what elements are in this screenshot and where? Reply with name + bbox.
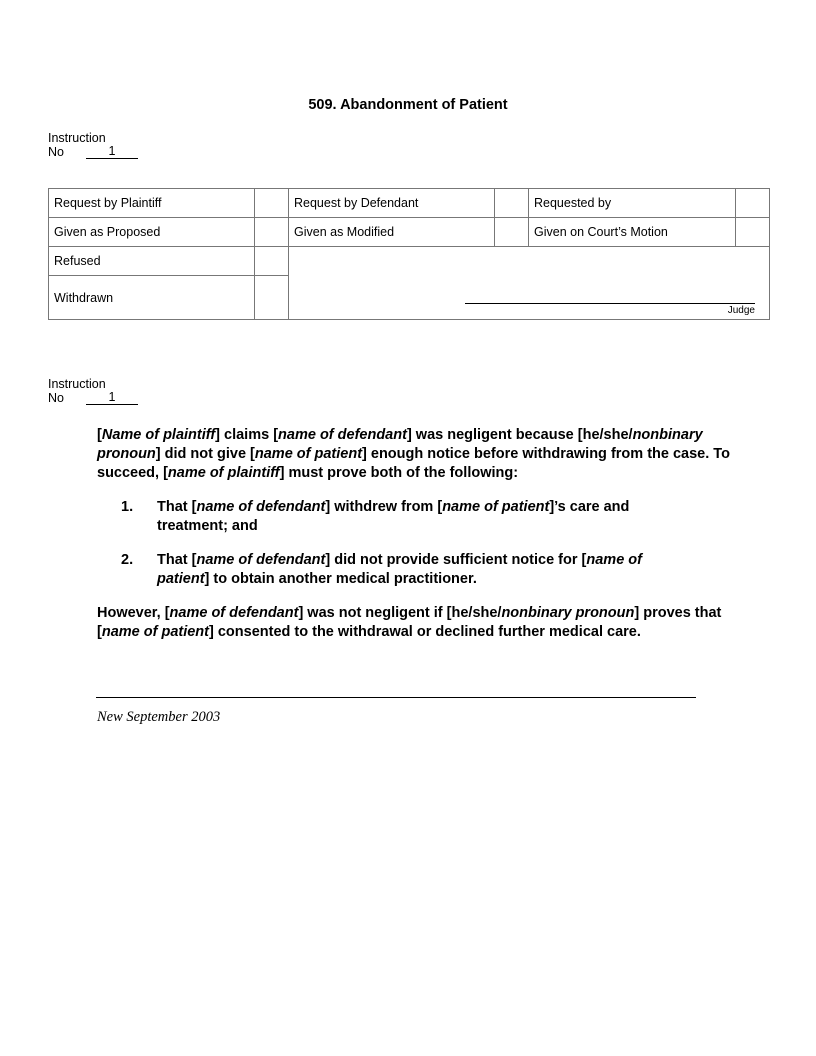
instruction-number-bottom (48, 377, 138, 405)
list-item-text: That [name of defendant] withdrew from [name of patient]’s care and treatment; and (157, 499, 630, 534)
request-by-plaintiff-box[interactable] (255, 189, 289, 218)
judge-signature-area (289, 247, 770, 320)
requested-by-box[interactable] (736, 189, 770, 218)
instruction-body (97, 426, 737, 642)
list-item (121, 551, 737, 589)
withdrawn-box[interactable] (255, 276, 289, 320)
list-item-text: That [name of defendant] did not provide sufficient notice for [name of patient] to obtain another medical practitioner. (157, 552, 642, 587)
list-item (121, 498, 737, 536)
instruction-no-value: 1 (86, 145, 138, 159)
given-as-modified-box[interactable] (495, 218, 529, 247)
request-table (48, 188, 770, 320)
instruction-number-top (48, 131, 138, 159)
instruction-no-value: 1 (86, 391, 138, 405)
list-item-number: 1. (121, 499, 134, 515)
requested-by-label: Requested by (529, 189, 736, 218)
request-by-plaintiff-label: Request by Plaintiff (49, 189, 255, 218)
list-item-number: 2. (121, 552, 134, 568)
refused-box[interactable] (255, 247, 289, 276)
page-title: 509. Abandonment of Patient (308, 97, 508, 113)
instruction-no-label: No (48, 391, 64, 405)
divider (96, 697, 696, 698)
instruction-label: Instruction (48, 377, 106, 391)
given-as-modified-label: Given as Modified (289, 218, 495, 247)
given-on-courts-motion-box[interactable] (736, 218, 770, 247)
revision-note: New September 2003 (97, 709, 221, 725)
refused-label: Refused (49, 247, 255, 276)
request-by-defendant-label: Request by Defendant (289, 189, 495, 218)
judge-signature-line[interactable] (465, 303, 755, 304)
withdrawn-label: Withdrawn (49, 276, 255, 320)
instruction-label: Instruction (48, 131, 106, 145)
instruction-no-label: No (48, 145, 64, 159)
given-as-proposed-label: Given as Proposed (49, 218, 255, 247)
request-by-defendant-box[interactable] (495, 189, 529, 218)
intro-paragraph: [Name of plaintiff] claims [name of defendant] was negligent because [he/she/nonbinary pronoun] did not give [name of patient] enough notice before withdrawing from the case. To succeed, [name of plaintiff] must prove both of the following: (97, 427, 730, 481)
given-as-proposed-box[interactable] (255, 218, 289, 247)
closing-paragraph: However, [name of defendant] was not negligent if [he/she/nonbinary pronoun] proves that [name of patient] consented to the withdrawal or declined further medical care. (97, 605, 722, 640)
judge-label: Judge (727, 305, 755, 316)
given-on-courts-motion-label: Given on Court’s Motion (529, 218, 736, 247)
elements-list (97, 498, 737, 589)
